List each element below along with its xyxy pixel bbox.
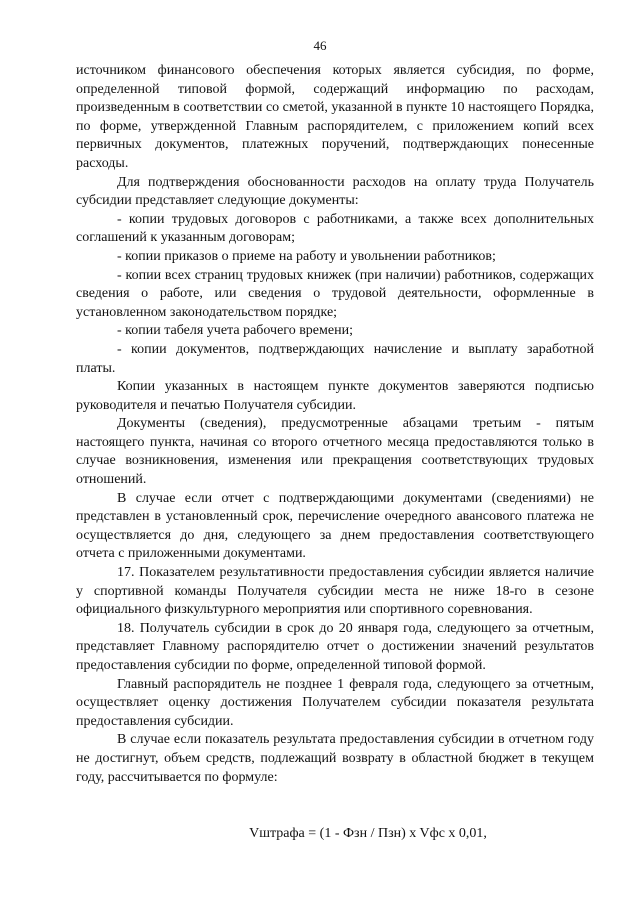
paragraph: В случае если показатель результата предоставления субсидии в отчетном году не достигнут, объем средств, подлежащий возврату в областной бюджет в текущем году, рассчитывается по формуле: <box>76 732 594 785</box>
paragraph: источником финансового обеспечения которых является субсидия, по форме, определенной типовой формой, содержащий информацию по расходам, произведенным в соответствии со сметой, указанной в пункте 10 настоящего Порядка, по форме, утвержденной Главным распорядителем, с приложением копий всех первичных документов, платежных поручений, подтверждающих понесенные расходы. <box>76 63 594 171</box>
formula-text: Vштрафа = (1 - Фзн / Пзн) x Vфс x 0,01, <box>249 826 487 841</box>
list-item: - копии документов, подтверждающих начисление и выплату заработной платы. <box>76 341 594 376</box>
paragraph: В случае если отчет с подтверждающими документами (сведениями) не представлен в установленный срок, перечисление очередного авансового платежа не осуществляется до дня, следующего за днем предоставления соответствующего отчета с приложенными документами. <box>76 490 594 562</box>
paragraph: Главный распорядитель не позднее 1 февраля года, следующего за отчетным, осуществляет оценку достижения Получателем субсидии показателя результата предоставления субсидии. <box>76 676 594 729</box>
paragraph: Копии указанных в настоящем пункте документов заверяются подписью руководителя и печатью Получателя субсидии. <box>76 379 594 413</box>
paragraph: Для подтверждения обоснованности расходов на оплату труда Получатель субсидии представляет следующие документы: <box>76 174 594 209</box>
page-number: 46 <box>313 38 327 53</box>
clause-18: 18. Получатель субсидии в срок до 20 января года, следующего за отчетным, представляет Главному распорядителю отчет о достижении значений результатов предоставления субсидии по форме, определенной типовой формой. <box>76 620 594 673</box>
paragraph: Документы (сведения), предусмотренные абзацами третьим - пятым настоящего пункта, начиная со второго отчетного месяца предоставляются только в случае возникновения, изменения или прекращения соответствующих трудовых отношений. <box>76 416 594 488</box>
list-item: - копии табеля учета рабочего времени; <box>117 323 353 339</box>
list-item: - копии всех страниц трудовых книжек (при наличии) работников, содержащих сведения о работе, или сведения о трудовой деятельности, оформленные в установленном законодательством порядке; <box>76 267 594 320</box>
list-item: - копии трудовых договоров с работниками, а также всех дополнительных соглашений к указанным договорам; <box>76 211 594 246</box>
document-body <box>76 62 594 787</box>
list-item: - копии приказов о приеме на работу и увольнении работников; <box>117 248 496 264</box>
clause-17: 17. Показателем результативности предоставления субсидии является наличие у спортивной команды Получателя субсидии места не ниже 18-го в сезоне официального физкультурного мероприятия или спортивного соревнования. <box>76 565 594 618</box>
formula <box>0 826 640 842</box>
